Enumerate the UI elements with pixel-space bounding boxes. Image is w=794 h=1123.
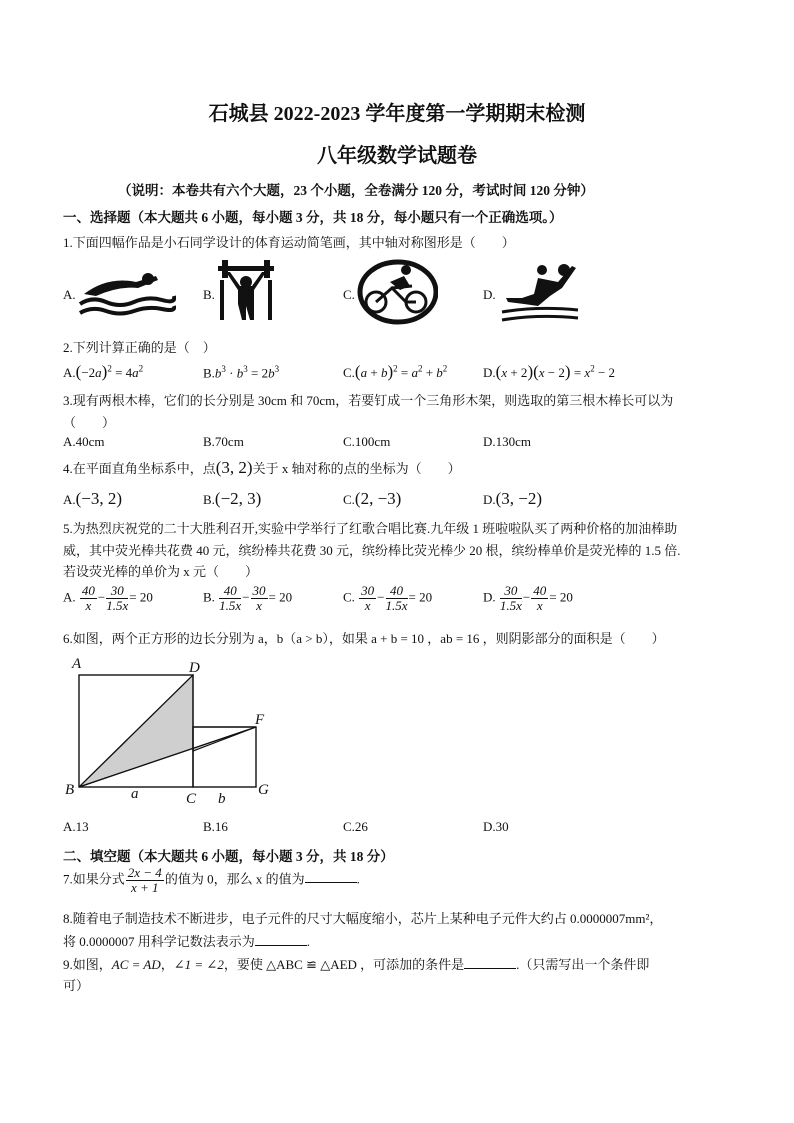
q2-option-a-label: A. — [63, 365, 76, 380]
q7-denominator: x + 1 — [131, 880, 159, 895]
q5-d-num1: 30 — [500, 584, 522, 599]
q1-option-b-label: B. — [203, 287, 215, 302]
question-4-text-b: 关于 x 轴对称的点的坐标为（ ） — [252, 461, 461, 476]
q2-option-b-label: B. — [203, 365, 215, 381]
q5-option-a-label: A. — [63, 589, 76, 605]
q5-b-num1: 40 — [219, 584, 241, 599]
question-1-text: 1.下面四幅作品是小石同学设计的体育运动简笔画，其中轴对称图形是（ ） — [63, 235, 515, 250]
q2-option-d-label: D. — [483, 365, 496, 380]
cyclist-icon — [356, 258, 438, 326]
q5-a-num1: 40 — [81, 583, 95, 598]
q8-answer-blank[interactable] — [255, 933, 307, 946]
fig6-label-F: F — [255, 712, 265, 728]
q6-option-d: D.30 — [483, 819, 509, 834]
q5-b-den2: x — [256, 598, 262, 613]
q5-option-c-label: C. — [343, 589, 355, 605]
q2-option-d: $D.(x + 2)(x - 2) = x^2 - 2$ — [483, 362, 616, 381]
q3-option-a: A.40cm — [63, 434, 105, 449]
fig6-label-A: A — [72, 656, 82, 672]
question-4-text-a: 4.在平面直角坐标系中，点 — [63, 461, 216, 476]
q5-c-den1: x — [364, 598, 371, 613]
q7-numerator: 2x − 4 — [127, 865, 162, 880]
question-9-text-c: .（只需写出一个条件即 — [516, 957, 650, 972]
q5-a-den2: 1.5x — [106, 598, 129, 613]
q5-c-num2: 40 — [386, 584, 408, 599]
q5-a-rhs: = 20 — [129, 589, 153, 605]
question-4-point: (3, 2) — [215, 458, 253, 477]
q6-option-c: C.26 — [343, 819, 368, 834]
exam-note: （说明：本卷共有六个大题，23 个小题，全卷满分 120 分，考试时间 120 分钟） — [118, 183, 594, 198]
question-5-line-1: 5.为热烈庆祝党的二十大胜利召开,实验中学举行了红歌合唱比赛.九年级 1 班啦啦队买了两种价格的加油棒助 — [63, 521, 678, 536]
weightlifter-icon — [216, 260, 276, 322]
q4-option-d — [483, 489, 542, 509]
two-squares-figure — [62, 650, 292, 810]
q5-d-den1: 1.5x — [499, 598, 522, 613]
q1-option-c-label: C. — [343, 287, 355, 302]
fig6-label-D: D — [189, 660, 200, 676]
q5-option-a: A. $\frac{40}{x}$ − $\frac{30}{1.5x}$ = 20 — [63, 583, 153, 613]
q8-period: . — [306, 934, 311, 949]
exam-subtitle: 八年级数学试题卷 — [317, 145, 477, 167]
q4-option-d-value: (3, −2) — [495, 489, 543, 508]
q6-option-b: B.16 — [203, 819, 228, 834]
q2-option-a: $A.(-2a)^2 = 4a^2$ — [63, 362, 144, 381]
fig6-label-C: C — [186, 791, 197, 807]
q5-c-rhs: = 20 — [408, 589, 433, 605]
question-7-text-a: 7.如果分式 — [63, 871, 125, 887]
q5-option-b-label: B. — [203, 589, 215, 605]
question-4 — [63, 458, 461, 478]
question-3-bracket: （ ） — [63, 415, 116, 430]
question-6-text: 6.如图，两个正方形的边长分别为 a，b（a > b），如果 a + b = 10 ，ab = 16 ，则阴影部分的面积是（ ） — [63, 631, 665, 646]
q3-option-c: C.100cm — [343, 434, 391, 449]
question-7 — [63, 866, 360, 895]
q7-period: . — [356, 871, 360, 887]
q3-option-d: D.130cm — [483, 434, 532, 449]
q5-a-den1: x — [85, 598, 92, 613]
q3-option-b: B.70cm — [203, 434, 244, 449]
q4-option-b-value: (−2, 3) — [214, 489, 262, 508]
q5-b-den1: 1.5x — [219, 598, 242, 613]
q5-a-num2: 30 — [106, 584, 128, 599]
q4-option-c-value: (2, −3) — [354, 489, 402, 508]
q9-condition-1: AC = AD — [111, 957, 161, 972]
volleyball-player-icon — [498, 260, 582, 328]
question-5-line-3: 若设荧光棒的单价为 x 元（ ） — [63, 564, 259, 579]
q4-option-a-value: (−3, 2) — [75, 489, 123, 508]
q4-option-c-label: C. — [343, 492, 355, 507]
question-7-text-b: 的值为 0，那么 x 的值为 — [164, 871, 305, 887]
q4-option-b-label: B. — [203, 492, 215, 507]
q5-d-den2: x — [536, 598, 543, 613]
q5-option-d-label: D. — [483, 589, 496, 605]
q2-option-b: $B.b^3 \cdot b^3 = 2b^3$ — [203, 364, 280, 381]
q2-option-c: $C.(a + b)^2 = a^2 + b^2$ — [343, 362, 448, 381]
q4-option-d-label: D. — [483, 492, 496, 507]
swimmer-icon — [78, 266, 176, 318]
q4-option-c — [343, 489, 401, 509]
question-9-text-a: 9.如图， — [63, 957, 112, 972]
question-8-line-1: 8.随着电子制造技术不断进步，电子元件的尺寸大幅度缩小，芯片上某种电子元件大约占 0.0000007mm²， — [63, 911, 663, 926]
question-3-text: 3.现有两根木棒，它们的长分别是 30cm 和 70cm，若要钉成一个三角形木架，则选取的第三根木棒长可以为 — [63, 393, 674, 408]
q4-option-a-label: A. — [63, 492, 76, 507]
q1-option-a-label: A. — [63, 287, 76, 302]
q4-option-a — [63, 489, 122, 509]
q9-answer-blank[interactable] — [464, 956, 516, 969]
q5-b-num2: 30 — [252, 583, 266, 598]
question-9-text-b: ，要使 △ABC ≌ △AED ，可添加的条件是 — [223, 957, 465, 972]
question-8-text: 将 0.0000007 用科学记数法表示为 — [63, 934, 255, 949]
exam-title: 石城县 2022-2023 学年度第一学期期末检测 — [208, 103, 586, 125]
q5-option-b: B. $\frac{40}{1.5x}$ − $\frac{30}{x}$ = 20 — [203, 583, 293, 613]
question-5-line-2: 威，其中荧光棒共花费 40 元，缤纷棒共花费 30 元，缤纷棒比荧光棒少 20 根，缤纷棒单价是荧光棒的 1.5 倍. — [63, 543, 681, 558]
q6-option-a: A.13 — [63, 819, 89, 834]
q5-option-d: D. $\frac{30}{1.5x}$ − $\frac{40}{x}$ = 20 — [483, 583, 573, 613]
question-2-text: 2.下列计算正确的是（ ） — [63, 340, 216, 355]
q9-condition-2: ∠1 = ∠2 — [173, 957, 224, 972]
fig6-label-B: B — [65, 782, 75, 798]
q5-b-rhs: = 20 — [268, 589, 293, 605]
section-heading-fill: 二、填空题（本大题共 6 小题，每小题 3 分，共 18 分） — [63, 849, 394, 864]
q1-option-d-label: D. — [483, 287, 496, 302]
q2-option-c-label: C. — [343, 365, 355, 380]
q5-option-c: C. $\frac{30}{x}$ − $\frac{40}{1.5x}$ = 20 — [343, 583, 433, 613]
q5-d-rhs: = 20 — [549, 589, 573, 605]
q4-option-b — [203, 489, 261, 509]
q5-c-den2: 1.5x — [385, 598, 408, 613]
question-8-line-2 — [63, 931, 310, 950]
q5-d-num2: 40 — [533, 583, 547, 598]
fig6-label-G: G — [258, 782, 269, 798]
fig6-label-b: b — [218, 791, 226, 807]
section-heading-choice: 一、选择题（本大题共 6 小题，每小题 3 分，共 18 分，每小题只有一个正确选项。） — [63, 210, 563, 225]
question-9-line-2: 可） — [63, 978, 90, 993]
q5-c-num1: 30 — [361, 583, 375, 598]
question-9-line-1: 9.如图，AC = AD，∠1 = ∠2，要使 △ABC ≌ △AED ，可添加的条件是 .（只需写出一个条件即 — [63, 957, 650, 972]
fig6-label-a: a — [131, 786, 139, 802]
q7-answer-blank[interactable] — [305, 870, 357, 883]
